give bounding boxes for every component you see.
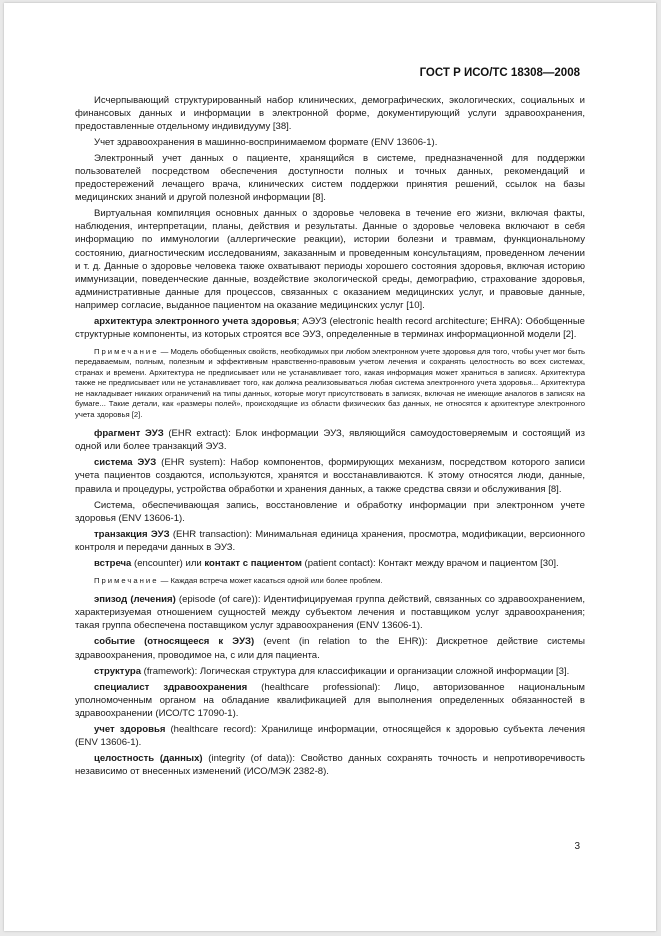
term-definition [75,557,585,570]
note-text: — Модель обобщенных свойств, необходимых при любом электронном учете здоровья для того, чтобы учет мог быть передаваемым, полным, полезным и эффективным нравственно-правовым учетом лечения и сохранять целостность во всех системах, странах и времени. Архитектура не предписывает или не устанавливает того, какая информация может храниться в записях. Архитектура также не предписывает или не устанавливает того, как должна реализовываться любая система электронного учета здоровья... Архитектура не накладывает никаких ограничений на типы данных, которые могут присутствовать в записях, включая не имеющие аналогов в записях на бумаге... Такие детали, как «размеры полей», происходящие из области физических баз данных, не относятся к архитектуре электронного учета здоровья [2]. [75,346,585,419]
paragraph [75,207,585,311]
paragraph [75,94,585,133]
term-definition [75,593,585,632]
definition: (event (in relation to the EHR)): Дискретное действие системы здравоохранения, проводимое на, с или для пациента. [75,636,586,661]
term: система ЭУЗ [94,457,157,469]
paragraph-text: Исчерпывающий структурированный набор клинических, демографических, экологических, социальных и финансовых данных и информации в электронной форме, документирующий услуги здравоохранения, предоставленные отдельному индивидууму [38]. [75,95,585,133]
term: структура [94,665,142,677]
paragraph-text: Электронный учет данных о пациенте, хранящийся в системе, предназначенной для поддержки пользователей посредством обеспечения доступности полных и точных данных, рекомендаций и предостережений лечащего врача, клинических систем поддержки принятия решений, ссылок на базы медицинских знаний и другой полезной информации [8]. [75,153,585,204]
term-definition [75,315,585,341]
term: архитектура электронного учета здоровья [94,315,297,327]
definition: (healthcare record): Хранилище информации, относящейся к здоровью субъекта лечения (ENV 13606-1). [75,723,585,748]
note [75,347,585,421]
term: целостность (данных) [94,752,203,764]
term: транзакция ЭУЗ [94,528,170,540]
paragraph [75,136,585,149]
term: эпизод (лечения) [94,594,176,606]
document-body [75,94,585,781]
term: учет здоровья [94,723,166,735]
term-definition [75,665,585,678]
term-definition [75,681,585,720]
term-definition [75,427,585,453]
definition: (integrity (of data)): Свойство данных сохранять точность и непротиворечивость независимо от внесенных изменений (ИСО/МЭК 2382-8). [75,752,585,777]
note-label: Примечание [94,346,159,356]
definition: (EHR system): Набор компонентов, формирующих механизм, посредством которого записи учета пациентов создаются, используются, хранятся и восстанавливаются. К этому относятся люди, данные, правила и процедуры, устройства обработки и хранения данных, а также средства связи и обслуживания [8]. [75,457,585,495]
term-definition [75,723,585,749]
term-connector: (encounter) или [131,557,205,569]
term-definition [75,528,585,554]
term-definition [75,752,585,778]
definition: (episode (of care)): Идентифицируемая группа действий, связанных со здравоохранением, характеризуемая отношением сущностей между субъектом лечения и поставщиком услуг здравоохранения; такая группа обеспечена поставщиком услуг здравоохранения (ENV 13606-1). [75,594,585,632]
paragraph-text: Система, обеспечивающая запись, восстановление и обработку информации при электронном учете здоровья (ENV 13606-1). [75,499,585,524]
note-label: Примечание [94,575,159,585]
paragraph-text: Учет здравоохранения в машинно-воспринимаемом формате (ENV 13606-1). [94,137,438,149]
page-number: 3 [574,841,580,852]
paragraph [75,499,585,525]
term-alt: контакт с пациентом [204,557,302,569]
term: встреча [94,557,132,569]
term: специалист здравоохранения [94,681,248,693]
definition: (healthcare professional): Лицо, авторизованное национальным уполномоченным органом на обладание квалификацией для выполнения определенных обязанностей в здравоохранении (ИСО/ТС 17090-1). [75,681,585,719]
definition: (patient contact): Контакт между врачом и пациентом [30]. [301,557,559,569]
note [75,576,585,587]
paragraph-text: Виртуальная компиляция основных данных о здоровье человека в течение его жизни, включая факты, наблюдения, интерпретации, планы, действия и результаты. Данные о здоровье человека включают в себя информацию по иммунологии (аллергические реакции), истории болезни и травмам, функциональному состоянию, диагностическим исследованиям, заказанным и проведенным консультациям, проведенном лечении и т. д. Данные о здоровье человека также охватывают периоды хорошего состояния здоровья, включая историю иммунизации, поведенческие данные, воздействие экологической среды, демографию, страхование здоровья, административные данные для процессов, связанных с оказанием медицинских услуг, и правовые данные, например согласие, выданное пациентом на оказание медицинских услуг [10]. [75,208,585,311]
note-text: — Каждая встреча может касаться одной или более проблем. [158,575,383,585]
document-page [4,3,656,931]
definition: ; АЭУЗ (electronic health record architecture; EHRA): Обобщенные структурные компоненты, из которых строятся все ЭУЗ, определенные в терминах информационной модели [2]. [75,315,585,340]
term: фрагмент ЭУЗ [94,428,164,440]
document-header: ГОСТ Р ИСО/ТС 18308—2008 [419,67,580,79]
term-definition [75,456,585,495]
term: событие (относящееся к ЭУЗ) [94,636,255,648]
paragraph [75,152,585,204]
definition: (framework): Логическая структура для классификации и организации сложной информации [3]. [141,665,570,677]
term-definition [75,635,585,661]
definition: (EHR extract): Блок информации ЭУЗ, являющийся самоудостоверяемым и состоящий из одной или более транзакций ЭУЗ. [75,428,585,453]
definition: (EHR transaction): Минимальная единица хранения, просмотра, модификации, версионного контроля и передачи данных в ЭУЗ. [75,528,585,553]
